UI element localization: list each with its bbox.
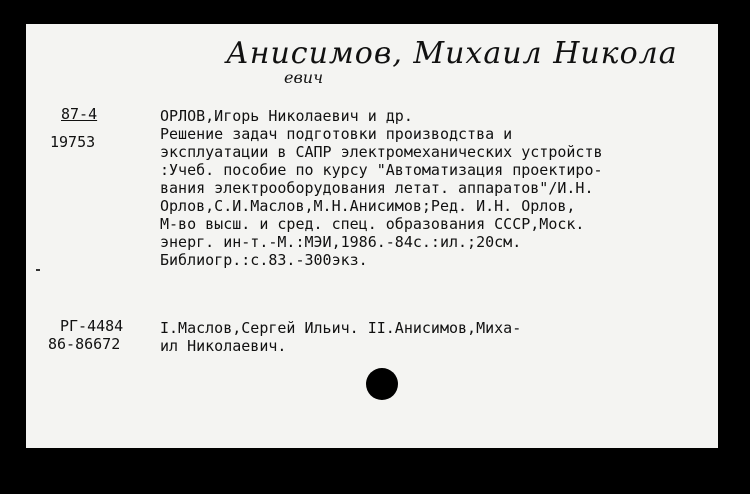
entry-line: Решение задач подготовки производства и <box>160 125 513 143</box>
tracing-line: ил Николаевич. <box>160 337 287 355</box>
entry-line: М-во высш. и сред. спец. образования СССР,Моск. <box>160 215 585 233</box>
entry-line: вания электрооборудования летат. аппаратов"/И.Н. <box>160 179 594 197</box>
entry-line: Орлов,С.И.Маслов,М.Н.Анисимов;Ред. И.Н. Орлов, <box>160 197 576 215</box>
entry-line: эксплуатации в САПР электромеханических устройств <box>160 143 603 161</box>
inventory-number-2: 86-86672 <box>48 335 121 353</box>
entry-line: Библиогр.:с.83.-300экз. <box>160 251 368 269</box>
tracing-line: I.Маслов,Сергей Ильич. II.Анисимов,Миха- <box>160 319 522 337</box>
call-number: 87-4 <box>61 105 98 123</box>
speck <box>36 269 40 271</box>
inventory-number: 19753 <box>50 133 96 151</box>
handwritten-note-line1: Анисимов, Михаил Никола <box>226 36 678 71</box>
entry-line: ОРЛОВ,Игорь Николаевич и др. <box>160 107 413 125</box>
call-number-2: РГ-4484 <box>60 317 124 335</box>
punch-hole <box>366 368 398 400</box>
entry-line: :Учеб. пособие по курсу "Автоматизация проектиро- <box>160 161 603 179</box>
catalog-card <box>26 24 718 448</box>
entry-line: энерг. ин-т.-М.:МЭИ,1986.-84с.:ил.;20см. <box>160 233 522 251</box>
handwritten-note-line2: евич <box>284 68 324 87</box>
